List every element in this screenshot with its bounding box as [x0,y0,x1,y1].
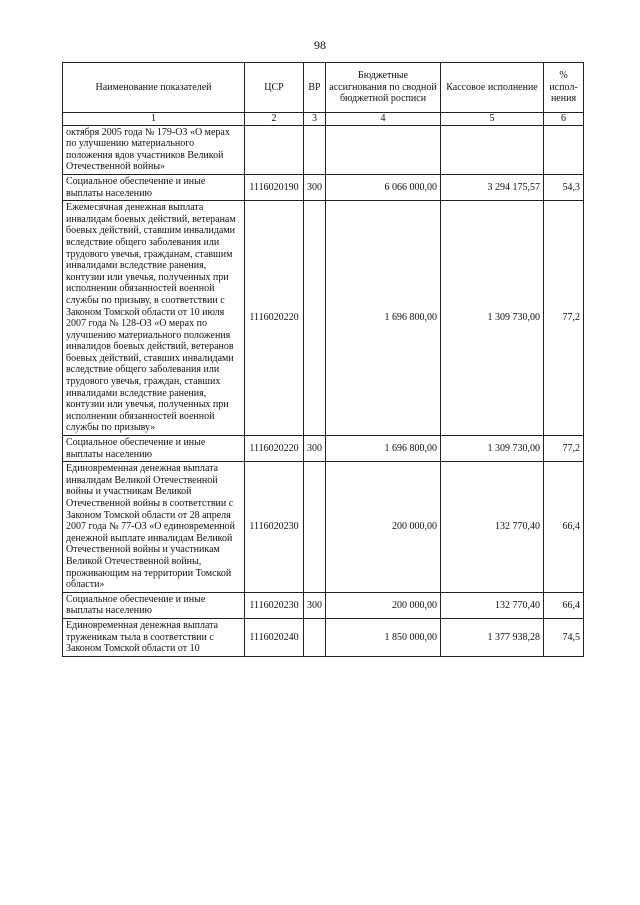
table-row [63,174,584,200]
row-cash: 1 309 730,00 [441,436,544,462]
row-percent: 54,3 [544,174,584,200]
row-percent: 66,4 [544,462,584,593]
table-row [63,462,584,593]
row-vr: 300 [304,174,326,200]
row-budget [326,125,441,174]
table-row [63,201,584,436]
row-percent: 77,2 [544,201,584,436]
row-vr: 300 [304,592,326,618]
header-budget: Бюджетные ассигнования по сводной бюджетной росписи [326,63,441,113]
row-percent [544,125,584,174]
row-name: Социальное обеспечение и иные выплаты населению [63,436,245,462]
row-vr [304,618,326,656]
column-number: 3 [304,113,326,126]
row-budget: 6 066 000,00 [326,174,441,200]
row-budget: 1 850 000,00 [326,618,441,656]
row-cash: 1 377 938,28 [441,618,544,656]
row-csr: 1116020220 [245,436,304,462]
row-csr: 1116020240 [245,618,304,656]
row-csr: 1116020220 [245,201,304,436]
row-percent: 74,5 [544,618,584,656]
row-vr [304,462,326,593]
row-vr [304,125,326,174]
row-name: октября 2005 года № 179-ОЗ «О мерах по улучшению материального положения вдов участников Великой Отечественной войны» [63,125,245,174]
row-csr: 1116020230 [245,462,304,593]
row-name: Ежемесячная денежная выплата инвалидам боевых действий, ветеранам боевых действий, ставшим инвалидами вследствие общего заболевания или трудового увечья, гражданам, ставшим инвалидами вследствие ранения, контузии или увечья, полученных при исполнении обязанностей военной службы по призыву, в соответствии с Законом Томской области от 10 июля 2007 года № 128-ОЗ «О мерах по улучшению материального положения инвалидов боевых действий, ветеранов боевых действий, ставших инвалидами вследствие общего заболевания или трудового увечья, граждан, ставших инвалидами вследствие ранения, контузии или увечья, полученных при исполнении обязанностей военной службы по призыву» [63,201,245,436]
row-budget: 1 696 800,00 [326,436,441,462]
row-csr: 1116020190 [245,174,304,200]
row-percent: 66,4 [544,592,584,618]
column-number: 2 [245,113,304,126]
row-budget: 200 000,00 [326,592,441,618]
column-number: 1 [63,113,245,126]
row-name: Единовременная денежная выплата инвалидам Великой Отечественной войны и участникам Великой Отечественной войны в соответствии с Законом Томской области от 28 апреля 2007 года № 77-ОЗ «О единовременной денежной выплате инвалидам Великой Отечественной войны и участникам Великой Отечественной войны, проживающим на территории Томской области» [63,462,245,593]
header-cash: Кассовое исполнение [441,63,544,113]
row-cash: 132 770,40 [441,592,544,618]
table-row [63,592,584,618]
header-vr: ВР [304,63,326,113]
row-csr: 1116020230 [245,592,304,618]
row-budget: 200 000,00 [326,462,441,593]
row-name: Социальное обеспечение и иные выплаты населению [63,174,245,200]
row-vr: 300 [304,436,326,462]
header-name: Наименование показателей [63,63,245,113]
row-csr [245,125,304,174]
row-vr [304,201,326,436]
budget-execution-table [62,62,584,657]
row-cash: 132 770,40 [441,462,544,593]
table-row [63,436,584,462]
row-budget: 1 696 800,00 [326,201,441,436]
column-number-row [63,113,584,126]
column-number: 5 [441,113,544,126]
page-number: 98 [314,38,326,52]
row-cash: 3 294 175,57 [441,174,544,200]
header-percent: % испол-нения [544,63,584,113]
row-cash [441,125,544,174]
column-number: 4 [326,113,441,126]
row-cash: 1 309 730,00 [441,201,544,436]
row-name: Социальное обеспечение и иные выплаты населению [63,592,245,618]
column-number: 6 [544,113,584,126]
table-row [63,618,584,656]
header-csr: ЦСР [245,63,304,113]
row-name: Единовременная денежная выплата труженикам тыла в соответствии с Законом Томской области от 10 [63,618,245,656]
table-row [63,125,584,174]
row-percent: 77,2 [544,436,584,462]
table-header-row [63,63,584,113]
